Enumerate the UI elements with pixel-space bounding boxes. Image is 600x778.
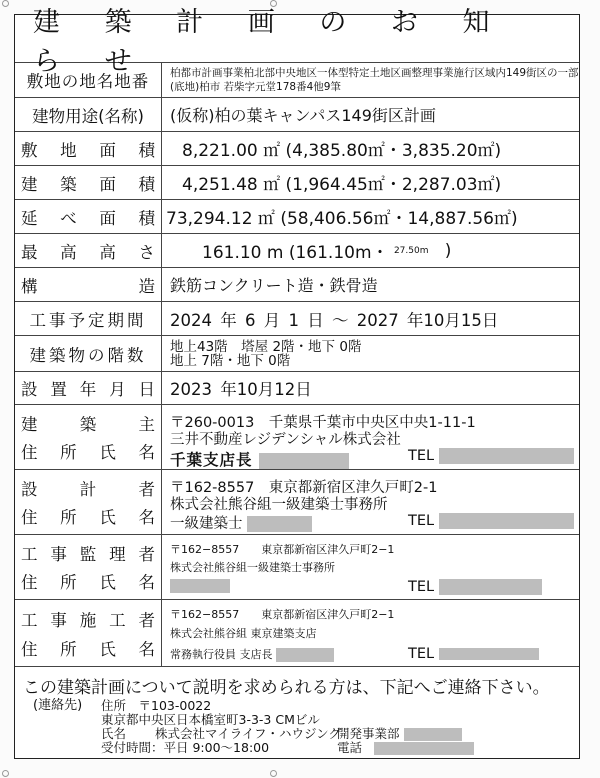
value-total-floor-area: 73,294.12 ㎡ (58,406.56㎡・14,887.56㎡): [166, 209, 518, 229]
row-building-owner: [15, 405, 579, 470]
row-site-area: [15, 132, 579, 166]
row-site-address: [15, 63, 579, 98]
row-structure: [15, 268, 579, 302]
value-building-use: (仮称)柏の葉キャンパス149街区計画: [170, 106, 436, 125]
screw-hole: [2, 0, 9, 7]
tel-label: TEL: [408, 579, 435, 595]
notice-board: [14, 6, 580, 759]
value-construction-period: 2024 年 6 月 1 日 ～ 2027 年10月15日: [170, 310, 499, 330]
contact-details: 住所 〒103-0022 東京都中央区日本橋室町3-3-3 CMビル 氏名 株式会社マイライフ・ハウジング 受付時間：平日 9:00～18:00: [101, 698, 341, 755]
value-building-area: 4,251.48 ㎡ (1,964.45㎡・2,287.03㎡): [182, 175, 502, 195]
label-site-area: 敷 地 面 積: [15, 132, 162, 165]
redacted-phone: [439, 513, 574, 529]
redacted-name: [247, 516, 312, 532]
row-designer: [15, 470, 579, 535]
label-building-area: 建 築 面 積: [15, 166, 162, 199]
label-contractor: 工 事 施 工 者 住 所 氏 名: [15, 600, 162, 666]
redacted-name: [170, 579, 230, 593]
tel-label: TEL: [408, 646, 435, 662]
label-building-use: 建物用途(名称): [15, 98, 162, 131]
contact-dept: 開発事業部 電話: [337, 727, 474, 755]
row-contractor: [15, 600, 579, 667]
contact-footer: [15, 667, 579, 760]
party-contractor: 〒162−8557 東京都新宿区津久戸町2−1 株式会社熊谷組 東京建築支店 常務執行役員 支店長 TEL: [162, 600, 579, 666]
label-supervisor: 工 事 監 理 者 住 所 氏 名: [15, 535, 162, 599]
row-installation-date: [15, 372, 579, 405]
row-building-use: [15, 98, 579, 132]
row-building-area: [15, 166, 579, 200]
redacted-name: [276, 648, 334, 662]
label-building-owner: 建 築 主 住 所 氏 名: [15, 405, 162, 469]
redacted-phone: [374, 742, 474, 755]
value-max-height: 161.10 m (161.10m・ 27.50m ): [202, 240, 452, 263]
notice-title: 建 築 計 画 の お 知 ら せ: [15, 15, 579, 63]
label-site-address: 敷地の地名地番: [15, 63, 162, 97]
label-construction-period: 工事予定期間: [15, 302, 162, 335]
party-supervisor: 〒162−8557 東京都新宿区津久戸町2−1 株式会社熊谷組一級建築士事務所 TEL: [162, 535, 579, 599]
row-total-floor-area: [15, 200, 579, 234]
contact-label: (連絡先): [33, 698, 83, 713]
row-max-height: [15, 234, 579, 268]
row-floor-count: [15, 336, 579, 372]
row-construction-period: [15, 302, 579, 336]
redacted-phone: [439, 648, 539, 660]
value-site-area: 8,221.00 ㎡ (4,385.80㎡・3,835.20㎡): [182, 141, 502, 161]
tel-label: TEL: [408, 448, 435, 464]
value-structure: 鉄筋コンクリート造・鉄骨造: [170, 276, 378, 295]
label-structure: 構 造: [15, 268, 162, 301]
value-floor-count: 地上43階 塔屋 2階・地下 0階 地上 7階・地下 0階: [170, 338, 362, 369]
contact-headline: この建築計画について説明を求められる方は、下記へご連絡下さい。: [23, 678, 550, 698]
label-installation-date: 設 置 年 月 日: [15, 372, 162, 404]
redacted-phone: [439, 579, 542, 595]
screw-hole: [270, 770, 277, 777]
tel-label: TEL: [408, 513, 435, 529]
row-supervisor: [15, 535, 579, 600]
redacted-name: [259, 453, 349, 469]
screw-hole: [2, 770, 9, 777]
label-total-floor-area: 延 べ 面 積: [15, 200, 162, 233]
label-floor-count: 建築物の階数: [15, 336, 162, 371]
value-installation-date: 2023 年10月12日: [170, 380, 312, 399]
party-designer: 〒162-8557 東京都新宿区津久戸町2-1 株式会社熊谷組一級建築士事務所 一級建築士 TEL: [162, 470, 579, 534]
label-designer: 設 計 者 住 所 氏 名: [15, 470, 162, 534]
party-building-owner: 〒260-0013 千葉県千葉市中央区中央1-11-1 三井不動産レジデンシャル株式会社 千葉支店長 TEL: [162, 405, 579, 469]
redacted-name: [404, 728, 462, 741]
redacted-phone: [439, 448, 574, 464]
value-site-address: 柏都市計画事業柏北部中央地区一体型特定土地区画整理事業施行区域内149街区の一部 (底地)柏市 若柴字元堂178番4他9筆: [170, 67, 579, 93]
label-max-height: 最 高 高 さ: [15, 234, 162, 267]
